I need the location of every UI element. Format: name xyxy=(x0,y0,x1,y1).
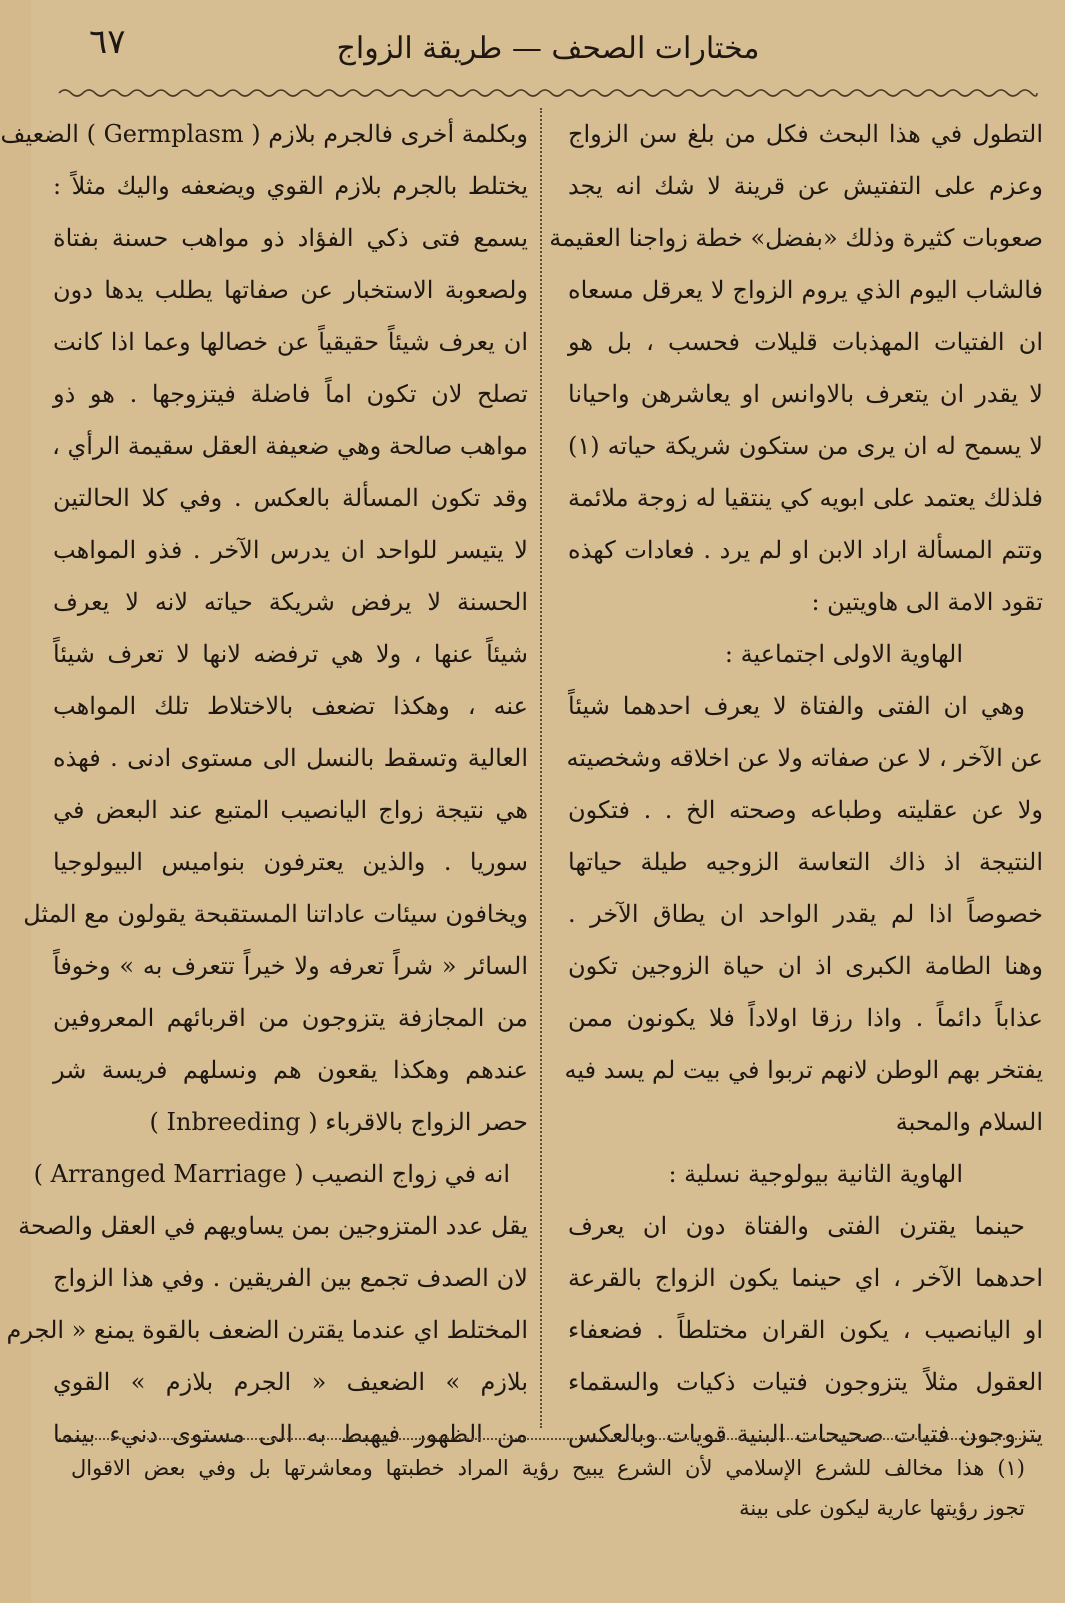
text-line: يتزوجون فتيات صحيحات البنية قويات وبالعكس xyxy=(568,1420,1043,1448)
text-line: عندهم وهكذا يقعون هم ونسلهم فريسة شر xyxy=(53,1056,528,1084)
text-line: صعوبات كثيرة وذلك «بفضل» خطة زواجنا العقيمة xyxy=(549,224,1043,252)
text-line: ويخافون سيئات عاداتنا المستقبحة يقولون مع المثل xyxy=(23,900,528,928)
text-line: او اليانصيب ، يكون القران مختلطاً . فضعفاء xyxy=(568,1316,1043,1344)
footnote-rule xyxy=(59,1438,1037,1440)
text-line: عذاباً دائماً . واذا رزقا اولاداً فلا يكونون ممن xyxy=(568,1004,1043,1032)
text-line: شيئاً عنها ، ولا هي ترفضه لانها لا تعرف شيئاً xyxy=(53,640,528,668)
text-line: احدهما الآخر ، اي حينما يكون الزواج بالقرعة xyxy=(568,1264,1043,1292)
text-line: الحسنة لا يرفض شريكة حياته لانه لا يعرف xyxy=(53,588,528,616)
text-line: ولا عن عقليته وطباعه وصحته الخ . . فتكون xyxy=(568,796,1043,824)
text-line: سوريا . والذين يعترفون بنواميس البيولوجيا xyxy=(53,848,528,876)
two-column-body xyxy=(0,108,1043,1448)
text-line: يفتخر بهم الوطن لانهم تربوا في بيت لم يسد فيه xyxy=(564,1056,1043,1084)
text-line: لان الصدف تجمع بين الفريقين . وفي هذا الزواج xyxy=(53,1264,528,1292)
page-header xyxy=(61,18,1035,78)
section-heading: الهاوية الاولى اجتماعية : xyxy=(724,640,963,668)
text-line: وهي ان الفتى والفتاة لا يعرف احدهما شيئاً xyxy=(568,692,1025,720)
text-line: وتتم المسألة اراد الابن او لم يرد . فعادات كهذه xyxy=(568,536,1043,564)
page-title: مختارات الصحف — طريقة الزواج xyxy=(336,30,760,66)
text-line: عنه ، وهكذا تضعف بالاختلاط تلك المواهب xyxy=(53,692,528,720)
section-heading: الهاوية الثانية بيولوجية نسلية : xyxy=(668,1160,963,1188)
text-line: وقد تكون المسألة بالعكس . وفي كلا الحالتين xyxy=(53,484,528,512)
text-line: السلام والمحبة xyxy=(895,1108,1043,1136)
text-line: مواهب صالحة وهي ضعيفة العقل سقيمة الرأي ، xyxy=(52,432,528,460)
text-line: من الظهور فيهبط به الى مستوى دنيء بينما xyxy=(53,1420,528,1448)
text-line: النتيجة اذ ذاك التعاسة الزوجيه طيلة حياتها xyxy=(568,848,1043,876)
text-line: بلازم » الضعيف « الجرم بلازم » القوي xyxy=(53,1368,528,1396)
right-column xyxy=(549,108,1043,1448)
text-line: انه في زواج النصيب ( Arranged Marriage ) xyxy=(33,1160,510,1188)
footnote-line: (١) هذا مخالف للشرع الإسلامي لأن الشرع يبيح رؤية المراد خطبتها ومعاشرتها بل وفي بعض الاقوال xyxy=(71,1456,1025,1480)
text-line: وهنا الطامة الكبرى اذ ان حياة الزوجين تكون xyxy=(568,952,1043,980)
text-line: حصر الزواج بالاقرباء ( Inbreeding ) xyxy=(149,1108,528,1136)
left-column xyxy=(0,108,528,1448)
text-line: خصوصاً اذا لم يقدر الواحد ان يطاق الآخر . xyxy=(568,900,1043,928)
footnote-line: تجوز رؤيتها عارية ليكون على بينة xyxy=(739,1496,1025,1520)
column-divider xyxy=(540,108,542,1428)
text-line: يختلط بالجرم بلازم القوي ويضعفه واليك مثلاً : xyxy=(53,172,528,200)
footnote xyxy=(71,1448,1025,1528)
text-line: ولصعوبة الاستخبار عن صفاتها يطلب يدها دون xyxy=(53,276,528,304)
text-line: حينما يقترن الفتى والفتاة دون ان يعرف xyxy=(568,1212,1025,1240)
text-line: العقول مثلاً يتزوجون فتيات ذكيات والسقماء xyxy=(568,1368,1043,1396)
text-line: ان الفتيات المهذبات قليلات فحسب ، بل هو xyxy=(568,328,1043,356)
text-line: تقود الامة الى هاويتين : xyxy=(811,588,1043,616)
text-line: التطول في هذا البحث فكل من بلغ سن الزواج xyxy=(568,120,1043,148)
text-line: وعزم على التفتيش عن قرينة لا شك انه يجد xyxy=(568,172,1043,200)
text-line: من المجازفة يتزوجون من اقربائهم المعروفين xyxy=(53,1004,528,1032)
text-line: عن الآخر ، لا عن صفاته ولا عن اخلاقه وشخصيته xyxy=(566,744,1043,772)
text-line: لا يسمح له ان يرى من ستكون شريكة حياته (١) xyxy=(568,432,1043,460)
text-line: هي نتيجة زواج اليانصيب المتبع عند البعض في xyxy=(53,796,528,824)
text-line: السائر « شراً تعرفه ولا خيراً تتعرف به » وخوفاً xyxy=(53,952,528,980)
text-line: تصلح لان تكون اماً فاضلة فيتزوجها . هو ذو xyxy=(53,380,528,408)
text-line: العالية وتسقط بالنسل الى مستوى ادنى . فهذه xyxy=(53,744,528,772)
text-line: وبكلمة أخرى فالجرم بلازم ( Germplasm ) الضعيف xyxy=(0,120,528,148)
page-number: ٦٧ xyxy=(89,22,126,62)
header-wavy-rule xyxy=(59,86,1037,100)
text-line: لا يقدر ان يتعرف بالاوانس او يعاشرهن واحيانا xyxy=(568,380,1043,408)
text-line: يقل عدد المتزوجين بمن يساويهم في العقل والصحة xyxy=(18,1212,528,1240)
text-line: لا يتيسر للواحد ان يدرس الآخر . فذو المواهب xyxy=(53,536,528,564)
text-line: فلذلك يعتمد على ابويه كي ينتقيا له زوجة ملائمة xyxy=(568,484,1043,512)
text-line: ان يعرف شيئاً حقيقياً عن خصالها وعما اذا كانت xyxy=(53,328,528,356)
text-line: فالشاب اليوم الذي يروم الزواج لا يعرقل مسعاه xyxy=(568,276,1043,304)
text-line: المختلط اي عندما يقترن الضعف بالقوة يمنع « الجرم xyxy=(6,1316,528,1344)
text-line: يسمع فتى ذكي الفؤاد ذو مواهب حسنة بفتاة xyxy=(53,224,528,252)
